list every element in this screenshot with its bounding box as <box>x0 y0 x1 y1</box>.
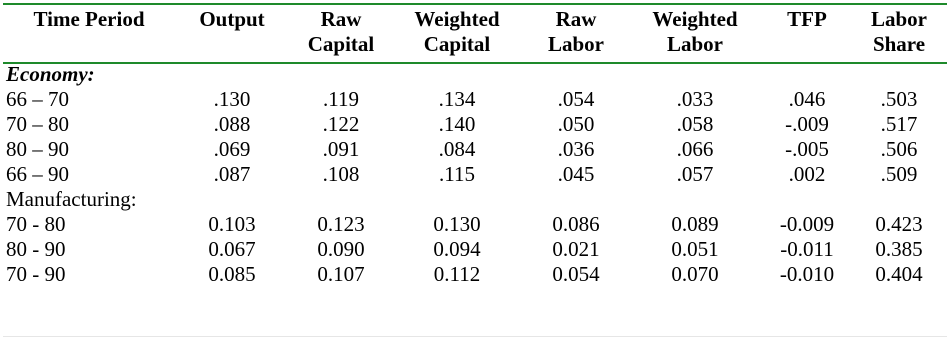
cell-raw-capital: .091 <box>322 137 360 161</box>
cell-weighted-labor: .057 <box>676 162 714 186</box>
section-title-manufacturing <box>5 187 945 212</box>
header-row <box>5 5 945 62</box>
cell-weighted-labor: .066 <box>676 137 714 161</box>
cell-weighted-labor: 0.089 <box>671 212 719 236</box>
header-weighted-capital-line2: Capital <box>423 32 491 56</box>
growth-accounting-table <box>5 5 945 287</box>
cell-weighted-labor: 0.070 <box>671 262 719 286</box>
table-row <box>5 112 945 137</box>
cell-tfp: -0.009 <box>779 212 835 236</box>
section-row-manufacturing <box>5 187 945 212</box>
cell-raw-labor: 0.021 <box>552 237 600 261</box>
cell-labor-share: 0.404 <box>875 262 923 286</box>
cell-raw-labor: .054 <box>557 87 595 111</box>
cell-raw-capital: .119 <box>323 87 359 111</box>
header-time-period-label: Time Period <box>33 7 145 31</box>
cell-raw-capital: .122 <box>322 112 360 136</box>
section-row-economy <box>5 62 945 87</box>
cell-raw-labor: .050 <box>557 112 595 136</box>
cell-raw-capital: 0.090 <box>317 237 365 261</box>
header-labor-share <box>853 5 945 62</box>
cell-labor-share: .506 <box>880 137 918 161</box>
table-row <box>5 162 945 187</box>
cell-period: 66 – 90 <box>6 162 69 186</box>
header-raw-capital <box>291 5 391 62</box>
header-weighted-labor <box>629 5 761 62</box>
cell-period: 70 - 90 <box>6 262 66 286</box>
header-weighted-capital <box>391 5 523 62</box>
cell-period: 70 - 80 <box>6 212 66 236</box>
section-label-economy: Economy: <box>6 62 95 86</box>
header-weighted-labor-line1: Weighted <box>652 7 738 31</box>
header-labor-share-line1: Labor <box>870 7 927 31</box>
cell-period: 80 - 90 <box>6 237 66 261</box>
cell-raw-capital: 0.123 <box>317 212 365 236</box>
header-output-label: Output <box>199 7 265 31</box>
cell-weighted-capital: 0.112 <box>433 262 481 286</box>
cell-tfp: -0.011 <box>780 237 834 261</box>
header-raw-capital-line2: Capital <box>307 32 375 56</box>
cell-tfp: -.005 <box>785 137 829 161</box>
cell-weighted-capital: 0.094 <box>433 237 481 261</box>
cell-labor-share: 0.423 <box>875 212 923 236</box>
header-output <box>173 5 291 62</box>
cell-output: 0.085 <box>208 262 256 286</box>
cell-period: 70 – 80 <box>6 112 69 136</box>
table-row <box>5 212 945 237</box>
header-weighted-capital-line1: Weighted <box>414 7 500 31</box>
header-raw-labor-line2: Labor <box>547 32 604 56</box>
cell-raw-labor: 0.054 <box>552 262 600 286</box>
cell-weighted-labor: .033 <box>676 87 714 111</box>
section-label-manufacturing: Manufacturing: <box>6 187 137 211</box>
header-weighted-labor-line2: Labor <box>666 32 723 56</box>
cell-weighted-capital: 0.130 <box>433 212 481 236</box>
section-title-economy <box>5 62 945 87</box>
cell-weighted-capital: .084 <box>438 137 476 161</box>
header-time-period <box>5 5 173 62</box>
table-row <box>5 87 945 112</box>
cell-output: .087 <box>213 162 251 186</box>
cell-raw-labor: 0.086 <box>552 212 600 236</box>
cell-raw-labor: .045 <box>557 162 595 186</box>
table-bottom-rule <box>3 336 947 337</box>
cell-output: .069 <box>213 137 251 161</box>
cell-output: 0.103 <box>208 212 256 236</box>
cell-labor-share: .503 <box>880 87 918 111</box>
cell-labor-share: .509 <box>880 162 918 186</box>
table-row <box>5 262 945 287</box>
table-row <box>5 137 945 162</box>
cell-tfp: -0.010 <box>779 262 835 286</box>
cell-weighted-capital: .115 <box>439 162 475 186</box>
cell-raw-capital: 0.107 <box>317 262 365 286</box>
cell-weighted-capital: .134 <box>438 87 476 111</box>
header-tfp-label: TFP <box>787 7 827 31</box>
header-labor-share-line2: Share <box>872 32 926 56</box>
table-row <box>5 237 945 262</box>
cell-raw-capital: .108 <box>322 162 360 186</box>
cell-tfp: .046 <box>788 87 826 111</box>
header-raw-labor-line1: Raw <box>555 7 597 31</box>
cell-period: 80 – 90 <box>6 137 69 161</box>
cell-labor-share: 0.385 <box>875 237 923 261</box>
header-tfp <box>761 5 853 62</box>
cell-tfp: .002 <box>788 162 826 186</box>
cell-output: 0.067 <box>208 237 256 261</box>
cell-weighted-labor: 0.051 <box>671 237 719 261</box>
cell-weighted-capital: .140 <box>438 112 476 136</box>
cell-tfp: -.009 <box>785 112 829 136</box>
cell-period: 66 – 70 <box>6 87 69 111</box>
cell-output: .130 <box>213 87 251 111</box>
cell-raw-labor: .036 <box>557 137 595 161</box>
cell-weighted-labor: .058 <box>676 112 714 136</box>
cell-labor-share: .517 <box>880 112 918 136</box>
cell-output: .088 <box>213 112 251 136</box>
header-raw-capital-line1: Raw <box>320 7 362 31</box>
header-raw-labor <box>523 5 629 62</box>
